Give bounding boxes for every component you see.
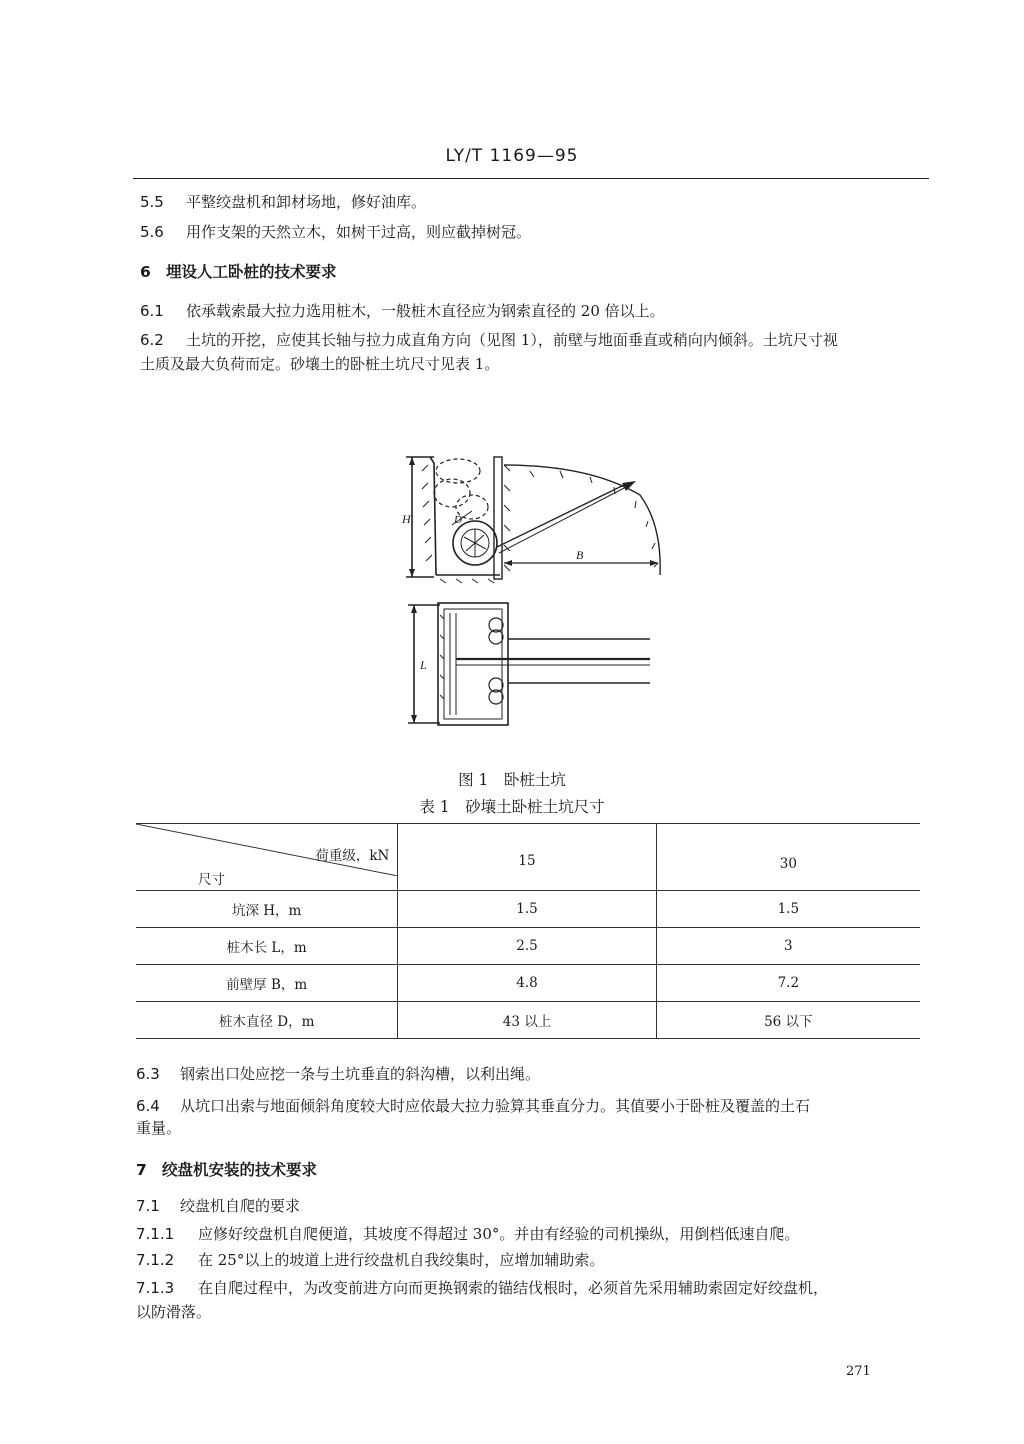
paragraph-6-2 xyxy=(140,330,838,350)
section-number: 6 xyxy=(140,263,151,281)
clause-text: 平整绞盘机和卸材场地，修好油库。 xyxy=(186,193,427,211)
clause-text-line1: 从坑口出索与地面倾斜角度较大时应依最大拉力验算其垂直分力。其值要小于卧桩及覆盖的土石 xyxy=(180,1097,811,1115)
section-title: 埋设人工卧桩的技术要求 xyxy=(166,263,337,281)
paragraph-7-1-2 xyxy=(136,1250,604,1270)
cell-value: 2.5 xyxy=(398,928,656,965)
paragraph-6-4 xyxy=(136,1096,810,1116)
header-load-label: 荷重级，kN xyxy=(315,848,390,864)
table-row xyxy=(136,891,920,928)
clause-text-line2: 重量。 xyxy=(136,1119,182,1137)
table-row xyxy=(136,1002,920,1039)
clause-text-line1: 土坑的开挖，应使其长轴与拉力成直角方向（见图 1），前壁与地面垂直或稍向内倾斜。土坑尺寸视 xyxy=(186,331,838,349)
label-d: D xyxy=(454,514,462,526)
clause-text: 在 25°以上的坡道上进行绞盘机自我绞集时，应增加辅助索。 xyxy=(198,1251,605,1269)
paragraph-7-1-3 xyxy=(136,1278,828,1298)
paragraph-7-1 xyxy=(136,1196,300,1216)
clause-number: 5.5 xyxy=(140,193,164,211)
side-view xyxy=(406,457,660,583)
cell-value: 56 以下 xyxy=(656,1002,920,1039)
clause-text: 依承载索最大拉力选用桩木，一般桩木直径应为钢索直径的 20 倍以上。 xyxy=(186,302,665,320)
label-b: B xyxy=(576,548,584,562)
section-title: 绞盘机安装的技术要求 xyxy=(162,1161,318,1179)
label-l: L xyxy=(420,658,427,672)
cell-value: 1.5 xyxy=(398,891,656,928)
header-rule xyxy=(133,178,929,179)
row-label: 桩木长 L，m xyxy=(136,928,398,965)
dimension-table xyxy=(136,823,920,1039)
paragraph-5-6 xyxy=(140,222,531,242)
header-dimension-label: 尺寸 xyxy=(198,872,225,888)
cell-value: 43 以上 xyxy=(398,1002,656,1039)
page-number: 271 xyxy=(846,1364,871,1379)
paragraph-6-1 xyxy=(140,301,665,321)
table-row xyxy=(136,965,920,1002)
section-heading-6 xyxy=(140,260,337,282)
table-header-diagonal-cell xyxy=(136,824,398,891)
paragraph-6-3 xyxy=(136,1064,540,1084)
clause-number: 6.2 xyxy=(140,331,164,349)
clause-number: 7.1.3 xyxy=(136,1279,175,1297)
row-label: 桩木直径 D，m xyxy=(136,1002,398,1039)
row-label: 前壁厚 B，m xyxy=(136,965,398,1002)
document-header: LY/T 1169—95 xyxy=(445,146,579,166)
cell-value: 1.5 xyxy=(656,891,920,928)
section-heading-7 xyxy=(136,1158,317,1180)
cell-value: 7.2 xyxy=(656,965,920,1002)
cell-value: 3 xyxy=(656,928,920,965)
clause-text: 绞盘机自爬的要求 xyxy=(180,1197,301,1215)
table-row xyxy=(136,928,920,965)
clause-text: 钢索出口处应挖一条与土坑垂直的斜沟槽，以利出绳。 xyxy=(180,1065,541,1083)
clause-text-line1: 在自爬过程中，为改变前进方向而更换钢索的锚结伐根时，必须首先采用辅助索固定好绞盘机， xyxy=(198,1279,829,1297)
row-label: 坑深 H，m xyxy=(136,891,398,928)
clause-number: 6.1 xyxy=(140,302,164,320)
paragraph-7-1-1 xyxy=(136,1224,799,1244)
clause-text: 用作支架的天然立木，如树干过高，则应截掉树冠。 xyxy=(186,223,532,241)
clause-number: 7.1.2 xyxy=(136,1251,175,1269)
section-number: 7 xyxy=(136,1161,147,1179)
table-caption: 表 1 砂壤土卧桩土坑尺寸 xyxy=(419,798,605,816)
figure-pile-pit xyxy=(400,445,670,735)
clause-text-line2: 土质及最大负荷而定。砂壤土的卧桩土坑尺寸见表 1。 xyxy=(140,355,500,373)
table-header-col-1: 15 xyxy=(398,824,656,891)
table-header-col-2: 30 xyxy=(656,824,920,891)
plan-view xyxy=(408,603,650,725)
cell-value: 4.8 xyxy=(398,965,656,1002)
figure-caption: 图 1 卧桩土坑 xyxy=(458,771,566,789)
clause-number: 6.4 xyxy=(136,1097,160,1115)
paragraph-5-5 xyxy=(140,192,426,212)
clause-number: 7.1 xyxy=(136,1197,160,1215)
clause-text: 应修好绞盘机自爬便道，其坡度不得超过 30°。并由有经验的司机操纵，用倒档低速自爬。 xyxy=(198,1225,800,1243)
clause-number: 5.6 xyxy=(140,223,164,241)
clause-text-line2: 以防滑落。 xyxy=(136,1303,212,1321)
clause-number: 7.1.1 xyxy=(136,1225,175,1243)
label-h: H xyxy=(402,512,411,526)
clause-number: 6.3 xyxy=(136,1065,160,1083)
table-header-row xyxy=(136,824,920,891)
